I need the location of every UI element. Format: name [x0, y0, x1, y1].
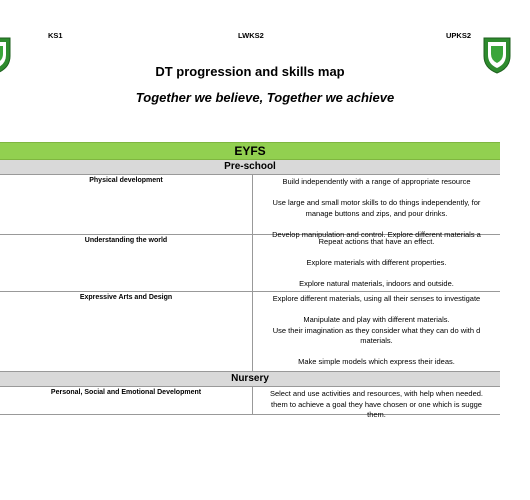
skill-line: Manipulate and play with different materials. — [303, 315, 450, 324]
skill-line: Develop manipulation and control. Explore different materials a — [272, 229, 481, 239]
label-upks2: UPKS2 — [446, 31, 472, 40]
skill-line: them. — [367, 410, 386, 419]
phase-header-nursery: Nursery — [0, 372, 500, 387]
page-title: DT progression and skills map — [155, 64, 345, 79]
skill-line — [253, 219, 500, 230]
table-row — [0, 235, 500, 292]
area-label: Understanding the world — [0, 235, 253, 291]
skills-cell — [253, 235, 500, 291]
skills-cell — [253, 292, 500, 371]
skill-line: Use large and small motor skills to do things independently, for — [272, 198, 481, 207]
table-row — [0, 292, 500, 372]
skill-line: Explore materials with different properties. — [306, 258, 447, 267]
area-label: Expressive Arts and Design — [0, 292, 253, 371]
section-header-eyfs: EYFS — [0, 142, 500, 160]
table-row — [0, 175, 500, 239]
skill-line: Select and use activities and resources, with help when needed. — [269, 389, 484, 398]
table-row — [0, 387, 500, 419]
area-label: Physical development — [0, 175, 253, 234]
skill-line: Build independently with a range of appropriate resource — [282, 177, 471, 186]
skill-line — [253, 269, 500, 280]
skills-table — [0, 142, 500, 419]
skill-line: manage buttons and zips, and pour drinks. — [305, 208, 448, 218]
skill-line: Use their imagination as they consider what they can do with d — [272, 325, 481, 335]
skill-line: them to achieve a goal they have chosen or one which is sugge — [271, 399, 482, 409]
skill-line — [253, 347, 500, 358]
skill-line: Make simple models which express their ideas. — [298, 357, 455, 366]
label-lwks2: LWKS2 — [238, 31, 264, 40]
skill-line — [253, 188, 500, 199]
label-ks1: KS1 — [48, 31, 63, 40]
page-subtitle: Together we believe, Together we achieve — [135, 90, 395, 105]
skill-line: Explore natural materials, indoors and outside. — [299, 279, 454, 288]
phase-header-preschool: Pre-school — [0, 160, 500, 175]
skill-line: Explore different materials, using all their senses to investigate — [272, 294, 481, 303]
skills-cell — [253, 387, 500, 419]
skills-cell — [253, 175, 500, 239]
skill-line: Repeat actions that have an effect. — [318, 237, 435, 246]
key-stage-labels — [0, 31, 500, 43]
skill-line — [253, 248, 500, 259]
skill-line: materials. — [360, 336, 393, 345]
skill-line — [253, 305, 500, 316]
area-label: Personal, Social and Emotional Development — [0, 387, 253, 414]
